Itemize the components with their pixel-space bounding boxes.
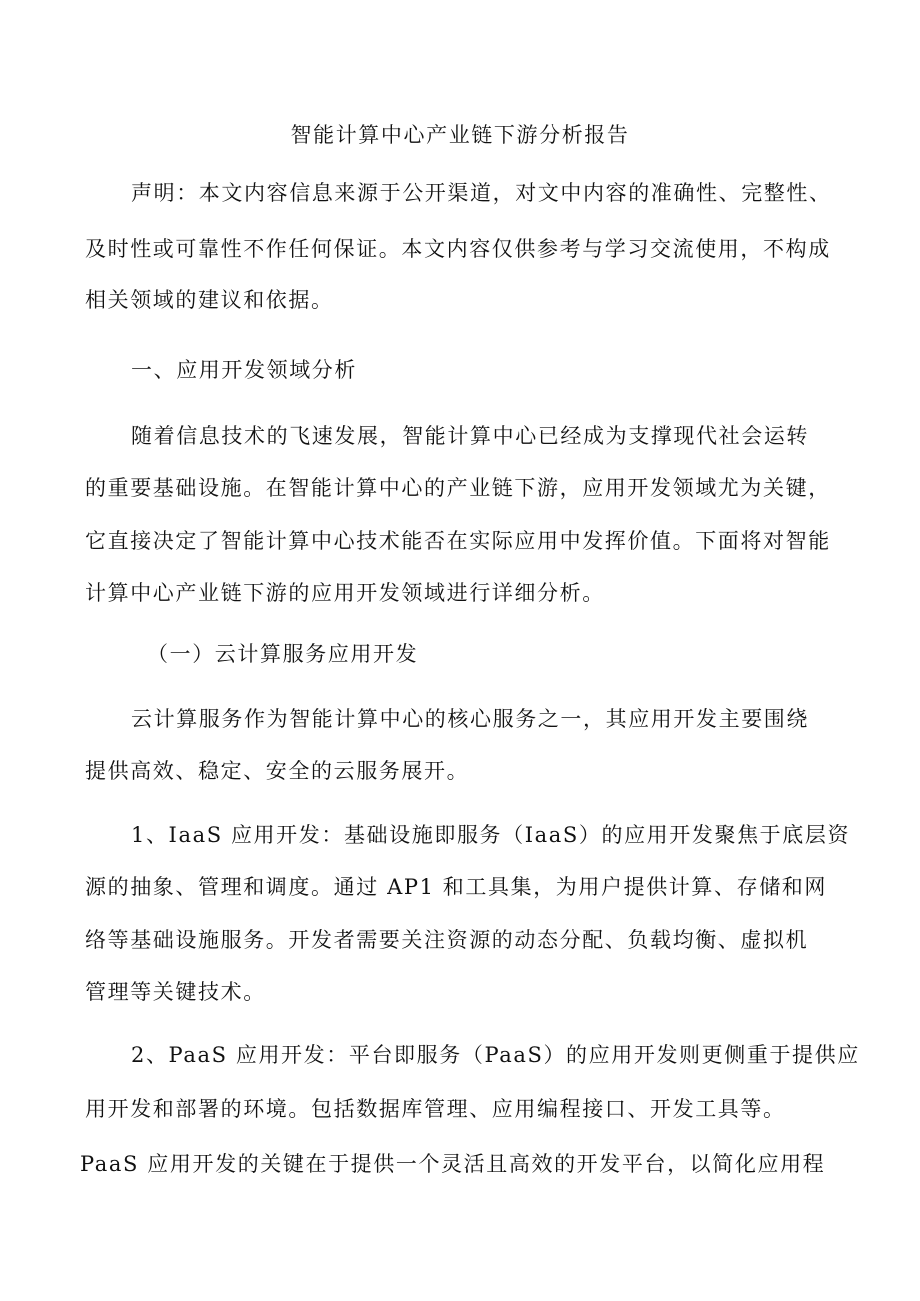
- disclaimer-line-2: 及时性或可靠性不作任何保证。本文内容仅供参考与学习交流使用，不构成: [85, 237, 831, 261]
- paragraph-line: 它直接决定了智能计算中心技术能否在实际应用中发挥价值。下面将对智能: [85, 529, 831, 553]
- list-item-iaas-line: 源的抽象、管理和调度。通过 AP1 和工具集，为用户提供计算、存储和网: [85, 875, 828, 899]
- list-item-iaas-line: 1、IaaS 应用开发：基础设施即服务（IaaS）的应用开发聚焦于底层资: [131, 823, 851, 847]
- paragraph-line: 随着信息技术的飞速发展，智能计算中心已经成为支撑现代社会运转: [131, 424, 809, 448]
- paragraph-line: 提供高效、稳定、安全的云服务展开。: [85, 759, 470, 783]
- document-title: 智能计算中心产业链下游分析报告: [290, 123, 630, 147]
- paragraph-line: 的重要基础设施。在智能计算中心的产业链下游，应用开发领域尤为关键，: [85, 476, 831, 500]
- paragraph-line: 计算中心产业链下游的应用开发领域进行详细分析。: [85, 581, 605, 605]
- list-item-iaas-line: 络等基础设施服务。开发者需要关注资源的动态分配、负载均衡、虚拟机: [85, 928, 809, 952]
- list-item-paas-line: 用开发和部署的环境。包括数据库管理、应用编程接口、开发工具等。: [85, 1097, 786, 1121]
- list-item-paas-line: PaaS 应用开发的关键在于提供一个灵活且高效的开发平台，以简化应用程: [80, 1152, 826, 1176]
- list-item-paas-line: 2、PaaS 应用开发：平台即服务（PaaS）的应用开发则更侧重于提供应: [131, 1043, 860, 1067]
- section-heading-application-development: 一、应用开发领域分析: [131, 358, 357, 382]
- list-item-iaas-line: 管理等关键技术。: [85, 980, 266, 1004]
- subsection-heading-cloud-services: （一）云计算服务应用开发: [147, 642, 419, 666]
- paragraph-line: 云计算服务作为智能计算中心的核心服务之一，其应用开发主要围绕: [131, 707, 809, 731]
- disclaimer-line-3: 相关领域的建议和依据。: [85, 288, 334, 312]
- disclaimer-line-1: 声明：本文内容信息来源于公开渠道，对文中内容的准确性、完整性、: [131, 181, 832, 205]
